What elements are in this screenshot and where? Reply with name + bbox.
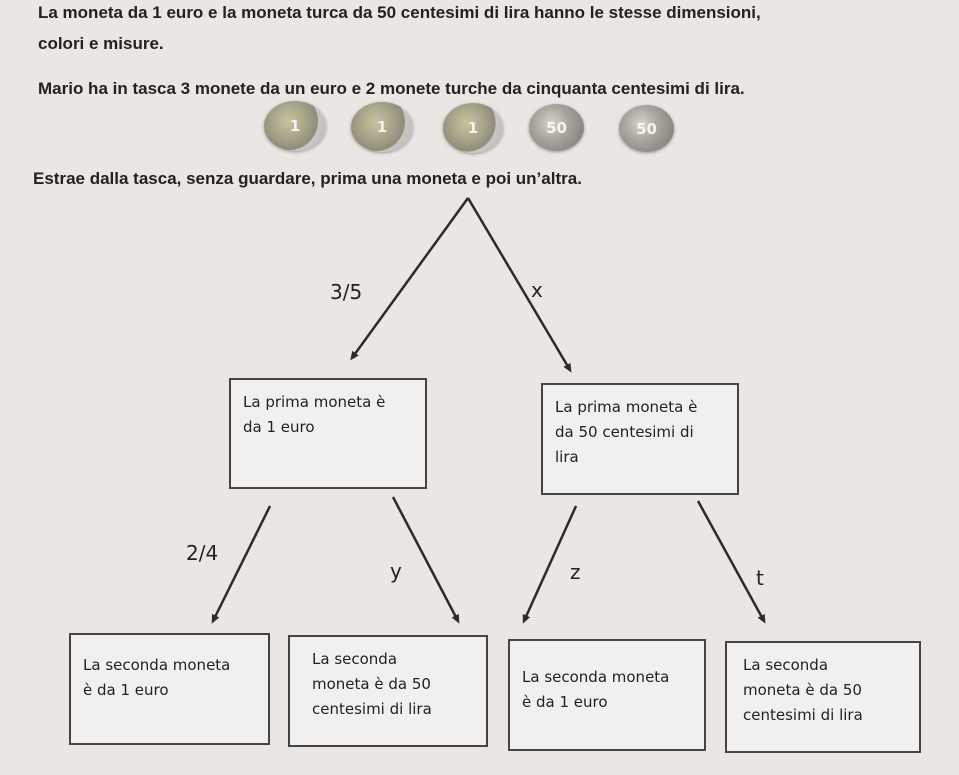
lira-coin-icon: 50 [619, 105, 674, 152]
branch-root-left [352, 198, 468, 358]
branch-label-second-lira-after-lira: t [756, 566, 764, 590]
euro-coin-icon: 1 [443, 103, 503, 153]
branch-label-second-euro-after-euro: 2/4 [186, 541, 219, 565]
branch-label-first-lira: x [531, 278, 543, 302]
problem-line-4: Estrae dalla tasca, senza guardare, prima una moneta e poi un’altra. [33, 169, 582, 188]
problem-line-3: Mario ha in tasca 3 monete da un euro e 2 monete turche da cinquanta centesimi di lira. [38, 79, 745, 98]
outcome-euro-lira: La seconda moneta è da 50 centesimi di lira [288, 635, 488, 747]
branch-left-left [213, 506, 270, 621]
branch-right-right [698, 501, 764, 621]
problem-line-2: colori e misure. [38, 34, 164, 53]
outcome-first-euro: La prima moneta è da 1 euro [229, 378, 427, 489]
outcome-lira-euro: La seconda moneta è da 1 euro [508, 639, 706, 751]
branch-root-right [468, 198, 570, 370]
branch-label-first-euro: 3/5 [330, 280, 363, 304]
outcome-lira-lira: La seconda moneta è da 50 centesimi di lira [725, 641, 921, 753]
lira-coin-icon: 50 [529, 104, 584, 151]
euro-coin-icon: 1 [264, 101, 326, 151]
problem-line-1: La moneta da 1 euro e la moneta turca da 50 centesimi di lira hanno le stesse dimensioni, [38, 3, 761, 22]
branch-label-second-lira-after-euro: y [390, 559, 402, 583]
outcome-euro-euro: La seconda moneta è da 1 euro [69, 633, 270, 745]
branch-label-second-euro-after-lira: z [570, 560, 581, 584]
outcome-first-lira: La prima moneta è da 50 centesimi di lira [541, 383, 739, 495]
branch-right-left [524, 506, 576, 621]
branch-left-right [393, 497, 458, 621]
euro-coin-icon: 1 [351, 102, 413, 152]
